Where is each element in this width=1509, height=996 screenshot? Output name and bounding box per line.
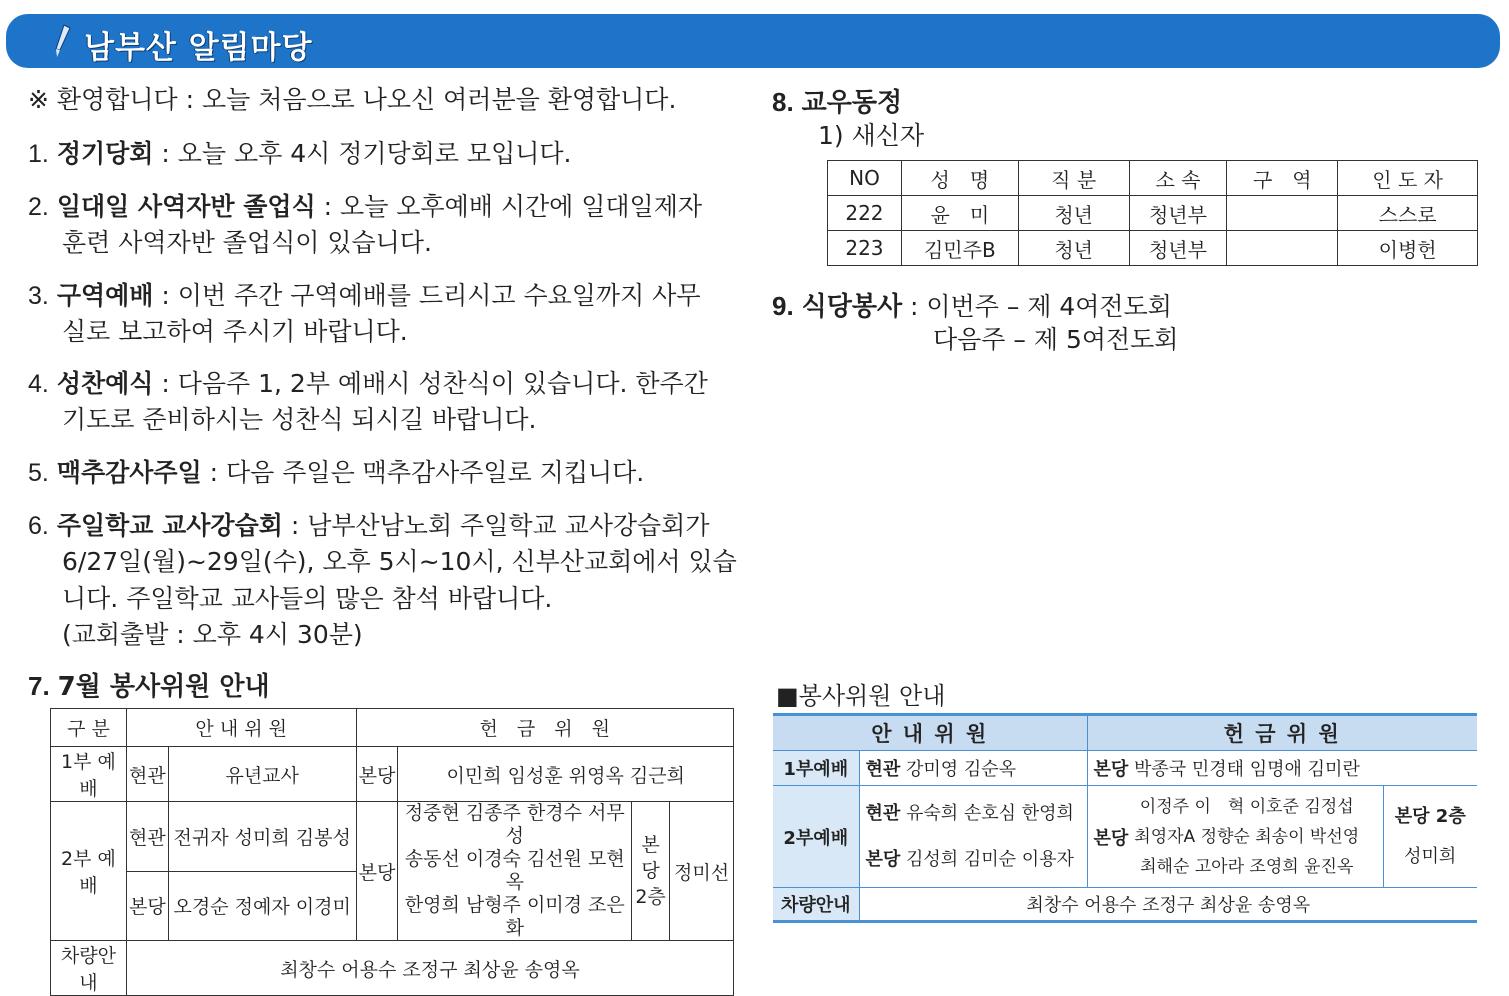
july-row2-guide-2: 오경순 정예자 이경미 bbox=[168, 871, 356, 941]
service-row3-names: 최창수 어용수 조정구 최상윤 송영옥 bbox=[859, 888, 1477, 922]
notice-2-line2: 훈련 사역자반 졸업식이 있습니다. bbox=[62, 228, 432, 257]
july-row3-names: 최창수 어용수 조정구 최상윤 송영옥 bbox=[126, 941, 733, 996]
table-cell bbox=[1227, 196, 1338, 231]
notice-8-sub: 1) 새신자 bbox=[818, 121, 925, 150]
notice-3-text: : 이번 주간 구역예배를 드리시고 수요일까지 사무 bbox=[153, 281, 701, 310]
service-row1-guide bbox=[859, 751, 1087, 786]
notice-8 bbox=[772, 84, 902, 121]
july-row2-floor-b: 2층 bbox=[635, 886, 666, 908]
notice-1-text: : 오늘 오후 4시 정기당회로 모입니다. bbox=[153, 139, 572, 168]
service-row2-label: 2부예배 bbox=[773, 786, 859, 888]
service-row2-floor-name: 성미희 bbox=[1404, 845, 1457, 867]
service-row1-offering bbox=[1087, 751, 1477, 786]
table-cell: 김민주B bbox=[901, 231, 1018, 266]
table-cell: 청년부 bbox=[1129, 196, 1227, 231]
notice-4-text: : 다음주 1, 2부 예배시 성찬식이 있습니다. 한주간 bbox=[153, 369, 708, 398]
table-cell: 223 bbox=[828, 231, 902, 266]
july-service-table bbox=[50, 708, 734, 996]
service-row2-location-2: 본당 bbox=[865, 848, 901, 870]
july-row2-offering-line1: 정중현 김종주 한경수 서무성 bbox=[404, 802, 625, 847]
notice-2-text: : 오늘 오후예배 시간에 일대일제자 bbox=[315, 192, 702, 221]
notice-1-number: 1. bbox=[28, 140, 49, 168]
service-row2-offering-line1: 이정주 이 혁 이호준 김정섭 bbox=[1139, 796, 1354, 817]
notice-6-line2: 6/27일(월)~29일(수), 오후 5시~10시, 신부산교회에서 있습 bbox=[62, 547, 737, 576]
page-title: 남부산 알림마당 bbox=[84, 30, 313, 66]
notice-9-text: : 이번주 – 제 4여전도회 bbox=[902, 292, 1172, 321]
notice-6 bbox=[28, 508, 710, 544]
july-header-division: 구 분 bbox=[51, 709, 127, 747]
july-row2-offering-line2: 송동선 이경숙 김선원 모현옥 bbox=[404, 848, 625, 893]
header-banner bbox=[6, 14, 1500, 68]
service-row1-label: 1부예배 bbox=[773, 751, 859, 786]
july-row2-floor-name: 정미선 bbox=[670, 802, 734, 941]
notice-7 bbox=[28, 668, 270, 705]
table-cell: 청년 bbox=[1018, 196, 1129, 231]
pen-nib-icon bbox=[50, 24, 72, 58]
table-cell: 222 bbox=[828, 196, 902, 231]
table-row bbox=[828, 231, 1478, 266]
welcome-text: ※ 환영합니다 : 오늘 처음으로 나오신 여러분을 환영합니다. bbox=[28, 85, 677, 114]
notice-5-text: : 다음 주일은 맥추감사주일로 지킵니다. bbox=[201, 458, 645, 487]
july-row2-floor-a: 본당 bbox=[641, 834, 660, 882]
july-row1-label: 1부 예배 bbox=[51, 747, 127, 802]
newcomers-header-name: 성 명 bbox=[901, 161, 1018, 196]
service-row2-location-1: 현관 bbox=[865, 802, 901, 824]
notice-4-line2: 기도로 준비하시는 성찬식 되시길 바랍니다. bbox=[62, 405, 537, 434]
newcomers-header-position: 직 분 bbox=[1018, 161, 1129, 196]
service-row2-floor-label: 본당 2층 bbox=[1394, 805, 1466, 827]
notice-9 bbox=[772, 288, 1172, 325]
service-row2-offering bbox=[1087, 786, 1383, 888]
service-row2-offering-location: 본당 bbox=[1093, 827, 1129, 849]
notice-4-title: 성찬예식 bbox=[56, 369, 154, 398]
service-row1-guide-names: 강미영 김순옥 bbox=[906, 759, 1017, 780]
notice-2-title: 일대일 사역자반 졸업식 bbox=[56, 192, 316, 221]
notice-8-title: 교우동정 bbox=[801, 88, 903, 118]
service-header-offering: 헌 금 위 원 bbox=[1087, 715, 1477, 751]
notice-3 bbox=[28, 278, 700, 314]
service-row2-guide-1: 유숙희 손호심 한영희 bbox=[906, 802, 1074, 824]
july-row2-offering bbox=[398, 802, 632, 941]
july-row3-label: 차량안내 bbox=[51, 941, 127, 996]
notice-2 bbox=[28, 189, 702, 225]
july-header-offering: 헌 금 위 원 bbox=[356, 709, 733, 747]
notice-1 bbox=[28, 136, 571, 172]
table-cell bbox=[1227, 231, 1338, 266]
service-row3-label: 차량안내 bbox=[773, 888, 859, 922]
service-header-guide: 안 내 위 원 bbox=[773, 715, 1087, 751]
notice-9-title: 식당봉사 bbox=[801, 292, 903, 322]
newcomers-header-department: 소 속 bbox=[1129, 161, 1227, 196]
service-row2-guide bbox=[859, 786, 1087, 888]
notice-2-number: 2. bbox=[28, 193, 49, 221]
july-row1-guide: 유년교사 bbox=[168, 747, 356, 802]
notice-5-number: 5. bbox=[28, 459, 49, 487]
table-cell: 윤 미 bbox=[901, 196, 1018, 231]
table-row bbox=[828, 196, 1478, 231]
notice-1-title: 정기당회 bbox=[56, 139, 154, 168]
notice-3-line2: 실로 보고하여 주시기 바랍니다. bbox=[62, 317, 408, 346]
service-row1-location: 현관 bbox=[865, 759, 901, 780]
newcomers-header-district: 구 역 bbox=[1227, 161, 1338, 196]
notice-5-title: 맥추감사주일 bbox=[56, 458, 202, 487]
notice-5 bbox=[28, 455, 644, 491]
july-header-guide: 안 내 위 원 bbox=[126, 709, 356, 747]
july-row2-guide-1: 전귀자 성미희 김봉성 bbox=[168, 802, 356, 872]
july-row1-offering: 이민희 임성훈 위영옥 김근희 bbox=[398, 747, 734, 802]
notice-7-title: 7월 봉사위원 안내 bbox=[57, 672, 270, 702]
table-cell: 스스로 bbox=[1338, 196, 1478, 231]
notice-8-number: 8. bbox=[772, 87, 794, 117]
notice-9-line2: 다음주 – 제 5여전도회 bbox=[933, 325, 1179, 354]
july-row2-label: 2부 예배 bbox=[51, 802, 127, 941]
service-row2-floor bbox=[1383, 786, 1477, 888]
july-row2-location-1: 현관 bbox=[126, 802, 168, 872]
notice-7-number: 7. bbox=[28, 671, 50, 701]
newcomers-header-guide: 인 도 자 bbox=[1338, 161, 1478, 196]
notice-6-text: : 남부산남노회 주일학교 교사강습회가 bbox=[282, 511, 710, 540]
newcomers-header-no: NO bbox=[828, 161, 902, 196]
notice-6-line4: (교회출발 : 오후 4시 30분) bbox=[62, 620, 363, 649]
service-row2-offering-line2: 최영자A 정향순 최송이 박선영 bbox=[1134, 826, 1360, 847]
notice-9-number: 9. bbox=[772, 291, 794, 321]
notice-6-title: 주일학교 교사강습회 bbox=[56, 511, 283, 540]
table-cell: 이병헌 bbox=[1338, 231, 1478, 266]
july-row2-floor bbox=[632, 802, 670, 941]
notice-4 bbox=[28, 366, 708, 402]
notice-3-number: 3. bbox=[28, 282, 49, 310]
july-row2-offering-line3: 한영희 남형주 이미경 조은화 bbox=[404, 894, 625, 939]
notice-3-title: 구역예배 bbox=[56, 281, 154, 310]
july-row2-location-2: 본당 bbox=[126, 871, 168, 941]
service-row1-offering-location: 본당 bbox=[1093, 759, 1129, 780]
service-row2-guide-2: 김성희 김미순 이용자 bbox=[906, 848, 1074, 870]
july-row1-offering-location: 본당 bbox=[356, 747, 398, 802]
service-row1-offering-names: 박종국 민경태 임명애 김미란 bbox=[1134, 759, 1360, 780]
july-row1-location: 현관 bbox=[126, 747, 168, 802]
service-committee-table bbox=[773, 713, 1477, 923]
service-table-title: ■봉사위원 안내 bbox=[776, 682, 946, 710]
table-cell: 청년부 bbox=[1129, 231, 1227, 266]
july-row2-offering-location: 본당 bbox=[356, 802, 398, 941]
notice-4-number: 4. bbox=[28, 370, 49, 398]
service-row2-offering-line3: 최해순 고아라 조영희 윤진옥 bbox=[1140, 856, 1354, 877]
newcomers-table bbox=[827, 160, 1478, 266]
table-cell: 청년 bbox=[1018, 231, 1129, 266]
notice-6-number: 6. bbox=[28, 512, 49, 540]
notice-6-line3: 니다. 주일학교 교사들의 많은 참석 바랍니다. bbox=[62, 584, 553, 613]
